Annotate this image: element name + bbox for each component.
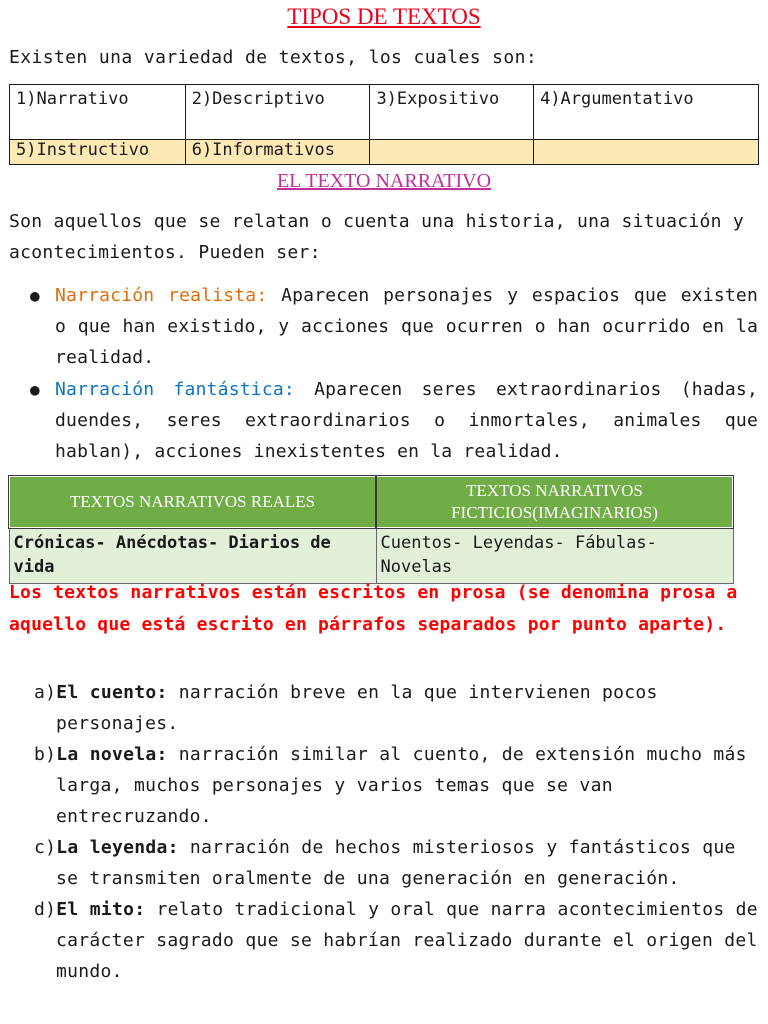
type-cell-narrativo: 1)Narrativo — [10, 85, 186, 140]
term-cuento: El cuento: — [56, 682, 168, 703]
table-row — [9, 528, 733, 584]
types-row — [10, 140, 759, 165]
narrative-intro: Son aquellos que se relatan o cuenta una historia, una situación y acontecimientos. Pueden ser: — [9, 211, 745, 263]
type-cell-empty — [534, 140, 759, 165]
list-item — [34, 739, 759, 832]
narration-kinds-list — [30, 280, 758, 468]
item-marker: d) — [34, 899, 57, 920]
page-title: TIPOS DE TEXTOS — [287, 4, 481, 29]
type-cell-informativos: 6)Informativos — [185, 140, 370, 165]
table-header-row — [9, 476, 733, 528]
header-fictional — [376, 476, 733, 528]
list-item — [34, 832, 759, 894]
kind-label-realista: Narración realista: — [55, 285, 268, 306]
type-cell-argumentativo: 4)Argumentativo — [534, 85, 759, 140]
text-types-table — [9, 84, 759, 165]
type-cell-instructivo: 5)Instructivo — [10, 140, 186, 165]
cell-real-examples: Crónicas- Anécdotas- Diarios de vida — [9, 528, 376, 584]
term-mito: El mito: — [56, 899, 146, 920]
term-definition: narración similar al cuento, de extensión mucho más larga, muchos personajes y varios temas que se van entrecruzando. — [56, 744, 747, 827]
kind-text: Aparecen personajes y espacios que existen o que han existido, y acciones que ocurren o han ocurrido en la realidad. — [55, 285, 758, 368]
term-definition: narración de hechos misteriosos y fantásticos que se transmiten oralmente de una generación en generación. — [56, 837, 736, 889]
types-row — [10, 85, 759, 140]
kind-label-fantastica: Narración fantástica: — [55, 379, 295, 400]
item-marker: a) — [34, 682, 57, 703]
type-cell-empty — [370, 140, 534, 165]
bullet-icon: ● — [30, 380, 40, 399]
header-fictional-line2: FICTICIOS(IMAGINARIOS) — [451, 503, 658, 522]
section-subtitle: EL TEXTO NARRATIVO — [276, 170, 492, 192]
type-cell-descriptivo: 2)Descriptivo — [185, 85, 370, 140]
prose-note: Los textos narrativos están escritos en prosa (se denomina prosa a aquello que está escrito en párrafos separados por punto aparte). — [9, 582, 738, 635]
term-definition: narración breve en la que intervienen pocos personajes. — [56, 682, 658, 734]
term-leyenda: La leyenda: — [56, 837, 179, 858]
type-cell-expositivo: 3)Expositivo — [370, 85, 534, 140]
intro-text: Existen una variedad de textos, los cuales son: — [9, 47, 538, 68]
header-real: TEXTOS NARRATIVOS REALES — [9, 476, 376, 528]
list-item — [30, 280, 758, 373]
item-marker: b) — [34, 744, 57, 765]
list-item — [34, 677, 759, 739]
narrative-types-table — [8, 475, 734, 584]
header-fictional-line1: TEXTOS NARRATIVOS — [466, 481, 643, 500]
bullet-icon: ● — [30, 286, 40, 305]
term-definition: relato tradicional y oral que narra acontecimientos de carácter sagrado que se habrían realizado durante el origen del mundo. — [56, 899, 758, 982]
cell-fictional-examples: Cuentos- Leyendas- Fábulas- Novelas — [376, 528, 733, 584]
term-novela: La novela: — [56, 744, 168, 765]
kind-text: Aparecen seres extraordinarios (hadas, duendes, seres extraordinarios o inmortales, animales que hablan), acciones inexistentes en la realidad. — [55, 379, 758, 462]
list-item — [30, 374, 758, 467]
list-item — [34, 894, 759, 987]
narrative-forms-list — [34, 677, 759, 987]
item-marker: c) — [34, 837, 57, 858]
